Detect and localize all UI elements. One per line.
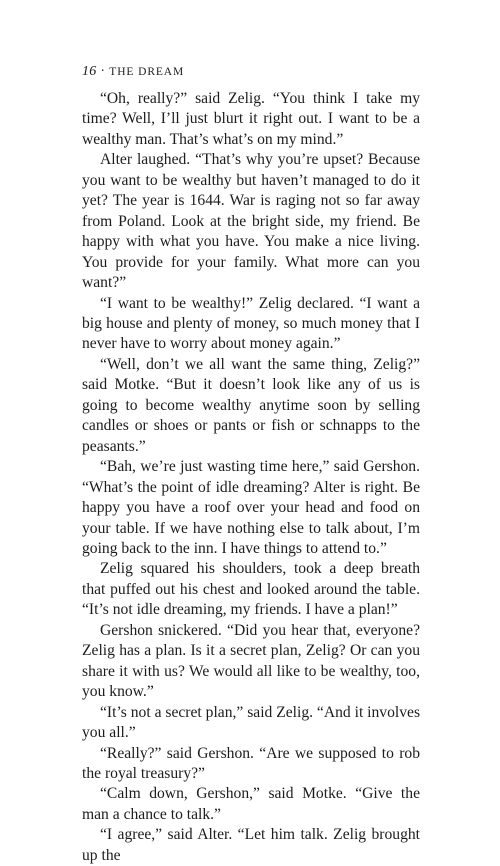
paragraph: “Bah, we’re just wasting time here,” said Gershon. “What’s the point of idle dreaming? Alter is right. Be happy you have a roof over your head and food on your table. If we have nothing else to talk about, I’m going back to the inn. I have things to attend to.”: [82, 458, 420, 557]
paragraph: Alter laughed. “That’s why you’re upset? Because you want to be wealthy but haven’t managed to do it yet? The year is 1644. War is raging not so far away from Poland. Look at the bright side, my friend. Be happy with what you have. You make a nice living. You provide for your family. What more can you want?”: [82, 151, 420, 292]
running-head-separator: ·: [100, 64, 106, 79]
body-text: [82, 89, 420, 866]
paragraph: “It’s not a secret plan,” said Zelig. “And it involves you all.”: [82, 703, 421, 742]
running-head: [82, 63, 184, 81]
paragraph: “Calm down, Gershon,” said Motke. “Give the man a chance to talk.”: [82, 785, 420, 823]
paragraph: “I want to be wealthy!” Zelig declared. “I want a big house and plenty of money, so much money that I never have to worry about money again.”: [82, 294, 420, 353]
paragraph: “I agree,” said Alter. “Let him talk. Zelig brought up the: [82, 826, 420, 864]
paragraph: Zelig squared his shoulders, took a deep breath that puffed out his chest and looked around the table. “It’s not idle dreaming, my friends. I have a plan!”: [82, 560, 420, 619]
paragraph: “Well, don’t we all want the same thing, Zelig?” said Motke. “But it doesn’t look like any of us is going to become wealthy anytime soon by selling candles or shoes or pants or fish or schnapps to the peasants.”: [82, 355, 420, 455]
paragraph: “Oh, really?” said Zelig. “You think I take my time? Well, I’ll just blurt it right out. I want to be a wealthy man. That’s what’s on my mind.”: [82, 90, 420, 148]
paragraph: Gershon snickered. “Did you hear that, everyone? Zelig has a plan. Is it a secret plan, Zelig? Or can you share it with us? We would all like to be wealthy, too, you know.”: [82, 621, 420, 701]
paragraph: “Really?” said Gershon. “Are we supposed to rob the royal treasury?”: [82, 744, 420, 782]
page-number: 16: [82, 64, 97, 79]
chapter-title: THE DREAM: [109, 66, 185, 78]
